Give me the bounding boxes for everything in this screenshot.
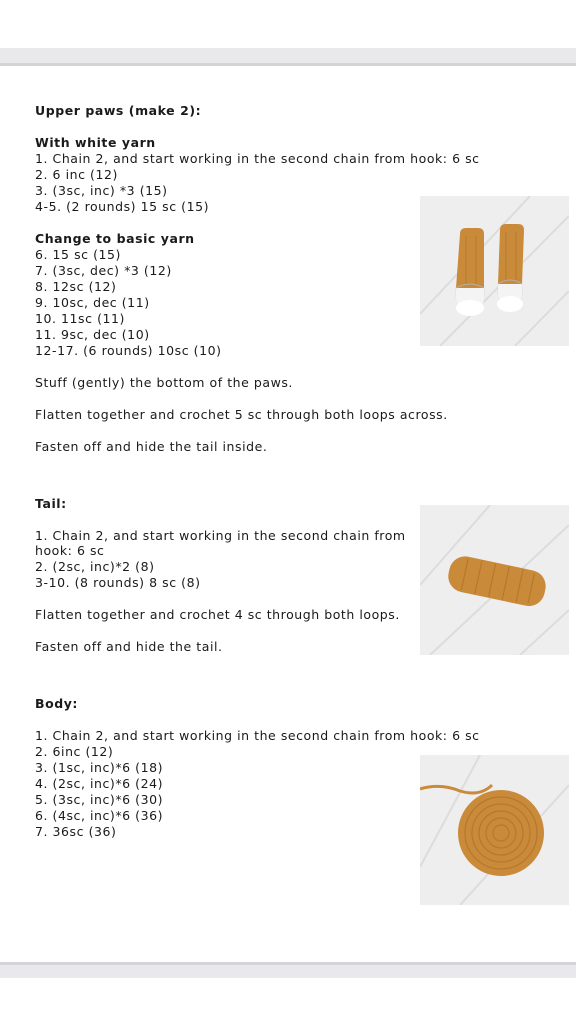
instruction-line: 2. (2sc, inc)*2 (8) bbox=[35, 559, 155, 574]
instruction-line: 6. 15 sc (15) bbox=[35, 247, 121, 262]
instruction-line: 7. (3sc, dec) *3 (12) bbox=[35, 263, 172, 278]
instruction-line: 2. 6inc (12) bbox=[35, 744, 114, 759]
tail-photo bbox=[420, 505, 569, 655]
instruction-line: 3-10. (8 rounds) 8 sc (8) bbox=[35, 575, 201, 590]
instruction-line: 3. (1sc, inc)*6 (18) bbox=[35, 760, 164, 775]
instruction-line: 5. (3sc, inc)*6 (30) bbox=[35, 792, 164, 807]
instruction-note: Fasten off and hide the tail. bbox=[35, 639, 223, 654]
instruction-line: 6. (4sc, inc)*6 (36) bbox=[35, 808, 164, 823]
instruction-note: Flatten together and crochet 4 sc through both loops. bbox=[35, 607, 400, 622]
white-yarn-heading: With white yarn bbox=[35, 135, 156, 150]
instruction-line: 1. Chain 2, and start working in the second chain from hook: 6 sc bbox=[35, 728, 480, 743]
instruction-line: 12-17. (6 rounds) 10sc (10) bbox=[35, 343, 222, 358]
instruction-line: 3. (3sc, inc) *3 (15) bbox=[35, 183, 168, 198]
instruction-line: 11. 9sc, dec (10) bbox=[35, 327, 150, 342]
body-photo bbox=[420, 755, 569, 905]
body-title: Body: bbox=[35, 696, 78, 711]
instruction-note: Flatten together and crochet 5 sc through both loops across. bbox=[35, 407, 448, 422]
instruction-line: 8. 12sc (12) bbox=[35, 279, 117, 294]
instruction-line: 7. 36sc (36) bbox=[35, 824, 117, 839]
paws-photo bbox=[420, 196, 569, 346]
instruction-line: hook: 6 sc bbox=[35, 543, 105, 558]
top-divider-band bbox=[0, 48, 576, 66]
basic-yarn-heading: Change to basic yarn bbox=[35, 231, 195, 246]
instruction-line: 1. Chain 2, and start working in the second chain from hook: 6 sc bbox=[35, 151, 480, 166]
instruction-line: 9. 10sc, dec (11) bbox=[35, 295, 150, 310]
instruction-note: Fasten off and hide the tail inside. bbox=[35, 439, 268, 454]
bottom-divider-band bbox=[0, 962, 576, 978]
instruction-note: Stuff (gently) the bottom of the paws. bbox=[35, 375, 293, 390]
tail-title: Tail: bbox=[35, 496, 67, 511]
upper-paws-title: Upper paws (make 2): bbox=[35, 103, 202, 118]
instruction-line: 1. Chain 2, and start working in the second chain from bbox=[35, 528, 406, 543]
instruction-line: 2. 6 inc (12) bbox=[35, 167, 118, 182]
instruction-line: 4. (2sc, inc)*6 (24) bbox=[35, 776, 164, 791]
instruction-line: 10. 11sc (11) bbox=[35, 311, 125, 326]
instruction-line: 4-5. (2 rounds) 15 sc (15) bbox=[35, 199, 210, 214]
